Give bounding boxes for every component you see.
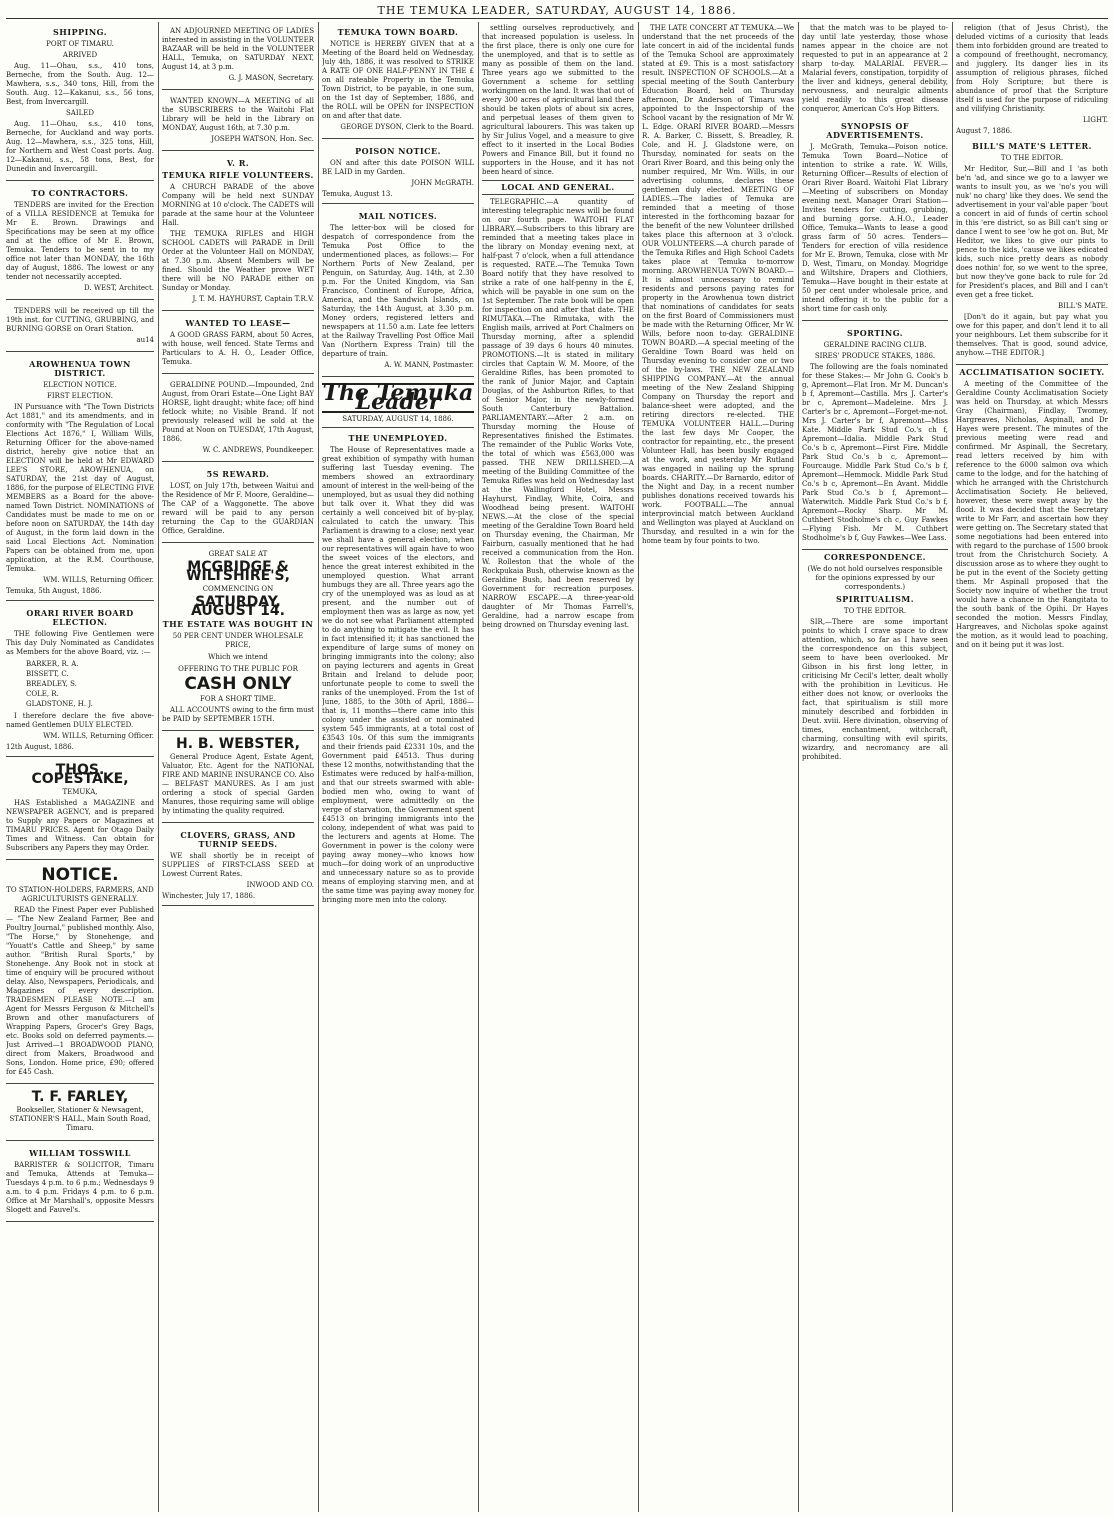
reward-ad (162, 464, 314, 543)
column-divider (158, 22, 159, 1512)
column-5 (642, 22, 794, 1512)
local-general-title: LOCAL AND GENERAL. (482, 180, 634, 195)
rifles-title: TEMUKA RIFLE VOLUNTEERS. (162, 170, 314, 180)
mail-notices (322, 206, 474, 377)
clovers-body: WE shall shortly be in receipt of SUPPLIES of FIRST-CLASS SEED at Lowest Current Rates. (162, 852, 314, 878)
orari-name: BREADLEY, S. (26, 680, 77, 688)
spiritualism-date: August 7, 1886. (956, 127, 1013, 135)
correspondence-title: CORRESPONDENCE. (824, 552, 926, 562)
mail-signature: A. W. MANN, Postmaster. (384, 361, 474, 369)
sporting-section (802, 323, 948, 550)
pound-ad (162, 376, 314, 462)
column-4 (482, 22, 634, 1512)
notice-body: READ the Finest Paper ever Published — "The New Zealand Farmer, Bee and Poultry Journal," published monthly. Also, "The Horse," by Stonehenge, and "Youatt's Cattle and Sheep," by same author. "British Rural Sports," by Stonehenge. Any Book not in stock at time of enquiry will be procured without delay. Also, Newspapers, Periodicals, and Magazines of every description. TRADESMEN PLEASE NOTE.—I am Agent for Messrs Ferguson & Mitchell's Brown and other manufacturers of Wrapping Papers, Grocer's Grey Bags, etc. Books sold on deferred payments.—Just Arrived—1 BROADWOOD PIANO, direct from Makers, Broadwood and Sons, London. Home price, £90; offered for £45 Cash. (6, 906, 154, 1076)
racing-club-body: The following are the foals nominated for these Stakes:— Mr John G. Cook's b g, Apremont—Flat Iron. Mr M. Duncan's b f, Apremont—Castilla. Mrs J. Carter's br c, Apremont—Madeleine. Mrs J. Carter's br c, Apremont—Forget-me-not. Mrs J. Carter's br f, Apremont—Miss Kate. Middle Park Stud Co.'s ch f, Apremont—Idalia. Middle Park Stud Co.'s b c, Apremont—First Fire. Middle Park Stud Co.'s b c, Apremont—Fourcauge. Middle Park Stud Co.'s b f, Apremont—Hemmock. Middle Park Stud Co.'s b c, Apremont—En Avant. Middle Park Stud Co.'s b f, Apremont—Waterwitch. Middle Park Stud Co.'s b f, Apremont—Rocky Sharp. Mr M. Cuthbert Stodholme's ch c, Guy Fawkes—Flying Fish. Mr M. Cuthbert Stodholme's b f, Guy Fawkes—Wee Lass. (802, 363, 948, 542)
webster-body: General Produce Agent, Estate Agent, Valuator, Etc. Agent for the NATIONAL FIRE AND MARINE INSURANCE CO. Also— BELFAST MANURES. As I am just ordering a stock of special Garden Manures, those requiring same will oblige by intimating the quality required. (162, 753, 314, 815)
library-ad (162, 92, 314, 151)
column-1 (6, 22, 154, 1512)
orari-declaration: I therefore declare the five above-named Gentlemen DULY ELECTED. (6, 712, 154, 729)
clovers-signature: INWOOD AND CO. (246, 881, 314, 889)
orari-signature: WM. WILLS, Returning Officer. (43, 732, 154, 740)
sale-offering: OFFERING TO THE PUBLIC FOR (178, 665, 298, 673)
mail-title: MAIL NOTICES. (358, 211, 438, 221)
sale-date: SATURDAY, AUGUST 14. (191, 594, 285, 619)
synopsis-body: J. McGrath, Temuka—Poison notice. Temuka Town Board—Notice of intention to strike a rate. W. Wills, Returning Officer—Results of election of Orari River Board. Waitohi Flat Library—Meeting of subscribers on Monday evening next. Manager Orari Station—Invites tenders for cutting, grubbing, and burning gorse. A.H.O., Leader Office, Temuka—Wants to lease a good grass farm of 50 acres. Tenders—Tenders for erection of villa residence for Mr E. Brown, Temuka, close with Mr D. West, Timaru, on Monday. Mogridge and Wiltshire, Drapers and Clothiers, Temuka—Have bought in their estate at 50 per cent under wholesale price, and intend offering it to the public for a short time for cash only. (802, 143, 948, 313)
shipping-section (6, 22, 154, 181)
arrived-label: ARRIVED (62, 51, 98, 59)
bazaar-body: AN ADJOURNED MEETING OF LADIES interested in assisting in the VOLUNTEER BAZAAR will be held in the VOLUNTEER HALL, Temuka, on SATURDAY NEXT, August 14, at 3 p.m. (162, 27, 314, 71)
orari-names-list (26, 660, 154, 709)
sailed-label: SAILED (66, 109, 94, 117)
orari-name: BISSETT, C. (26, 670, 69, 678)
pound-body: GERALDINE POUND.—Impounded, 2nd August, from Orari Estate—One Light BAY HORSE, light draught; white face; off hind fetlock white; no Visible Brand. If not previously released will be sold at the Pound at Noon on TUESDAY, 17th August, 1886. (162, 381, 314, 443)
tosswill-body: BARRISTER & SOLICITOR, Timaru and Temuka, Attends at Temuka—Tuesdays 4 p.m. to 6 p.m.; Wednesdays 9 a.m. to 4 p.m. Fridays 4 p.m. to 6 p.m. Office at Mr Marshall's, opposite Messrs Slogett and Fauvel's. (6, 1161, 154, 1214)
copestake-place: TEMUKA, (62, 788, 98, 796)
editorial-continued: settling ourselves reproductively, and that increased population is useless. In the first place, there is only one cure for the unemployed, and that is to settle as many as possible of them on the land. Three years ago we submitted to the Government a scheme for settling workingmen on the land. It was that out of every 300 acres of agricultural land there should be taken plots of about six acres, and perpetual leases of them given to agricultural labourers. This was taken up by Sir Julius Vogel, and a measure to give effect to it inserted in the Local Bodies Powers and Finance Bill, but it found no supporters in the House, and it has not been heard of since. (482, 24, 634, 176)
column-7 (956, 22, 1108, 1512)
gorse-tenders-body: TENDERS will be received up till the 19th inst. for CUTTING, GRUBBING, and BURNING GORSE on Orari Station. (6, 307, 154, 333)
reward-title: 5S REWARD. (206, 469, 270, 479)
racing-club-title: GERALDINE RACING CLUB. (823, 341, 927, 349)
bills-mate-title: BILL'S MATE'S LETTER. (972, 141, 1092, 151)
contractors-body: TENDERS are invited for the Erection of a VILLA RESIDENCE at Temuka for Mr E. Brown. Drawings and Specifications may be seen at my office and at the office of Mr E. Brown, Temuka. Tenders to be sent in to my office not later than MONDAY, the 16th day of August, 1886. The lowest or any tender not necessarily accepted. (6, 201, 154, 281)
orari-name: GLADSTONE, H. J. (26, 700, 93, 708)
town-board-body: NOTICE is HEREBY GIVEN that at a Meeting of the Board held on Wednesday, July 4th, 1886, it was resolved to STRIKE A RATE OF ONE HALF-PENNY IN THE £ on all rateable Property in the Temuka Town District, to be payable, in one sum, on the 1st day of September, 1886, and the ROLL will be OPEN for INSPECTION on and after that date. (322, 40, 474, 120)
column-divider (638, 22, 639, 1512)
column-6 (802, 22, 948, 1512)
orari-name: BARKER, R. A. (26, 660, 79, 668)
arowhenua-election-ad (6, 354, 154, 601)
election-signature: WM. WILLS, Returning Officer. (43, 576, 154, 584)
local-general-body: TELEGRAPHIC.—A quantity of interesting telegraphic news will be found on our fourth page. WAITOHI FLAT LIBRARY.—Subscribers to this library are reminded that a meeting takes place in the library on Monday evening next, at half-past 7 o'clock, when a full attendance is requested. RATE.—The Temuka Town Board notify that they have resolved to strike a rate of one half-penny in the £, which will be payable in one sum on the 1st September. The rate book will be open for inspection on and after that date. THE RIMUTAKA.—The Rimutaka, with the English mails, arrived at Port Chalmers on Thursday morning, after a splendid passage of 39 days 6 hours 40 minutes. PROMOTIONS.—It is stated in military circles that Captain W. M. Moore, of the Geraldine Rifles, has been promoted to the rank of Junior Major, and Captain Douglas, of the Ashburton Rifles, to that of Senior Major, in the newly-formed South Canterbury Battalion. PARLIAMENTARY.—After 2 a.m. on Thursday morning the House of Representatives finished the Estimates. The remainder of the Public Works Vote, the total of which was £563,000 was passed. THE NEW DRILLSHED.—A meeting of the Building Committee of the Temuka Rifles was held on Wednesday last at the Wallingford Hotel, Messrs Hayhurst, Findlay, White, Coira, and Woodhead being present. WAITOHI NEWS.—At the close of the special meeting of the Geraldine Town Board held on Thursday evening, the Chairman, Mr Fairburn, casually mentioned that he had received a communication from the Hon. W. Rolleston that the whole of the Rockpukaia Bush, otherwise known as the Geraldine Bush, had been reserved by Government for recreation purposes. NARROW ESCAPE.—A three-year-old daughter of Mr Thomas Farrell's, Geraldine, had a narrow escape from being drowned on Thursday evening last. (482, 198, 634, 629)
sailed-list: Aug. 11—Ohau, s.s., 410 tons, Berneche, for Auckland and way ports. Aug. 12—Mawhera, s.s., 325 tons, Hill, for Northern and West Coast ports. Aug. 12—Kakanui, s.s., 58 tons, Best, for Dunedin and Invercargill. (6, 120, 154, 173)
tosswill-title: WILLIAM TOSSWILL (29, 1148, 131, 1158)
poison-body: ON and after this date POISON WILL BE LAID in my Garden. (322, 159, 474, 176)
spiritualism-signature: LIGHT. (1083, 116, 1108, 124)
reward-body: LOST, on July 17th, between Waitui and the Residence of Mr F. Moore, Geraldine—The CAP of a Waggonette. The above reward will be paid to any person returning the Cap to the GUARDIAN Office, Geraldine. (162, 482, 314, 535)
orari-date: 12th August, 1886. (6, 743, 74, 751)
editorial-title: THE UNEMPLOYED. (348, 433, 448, 443)
sale-firm: MCGRIDGE & WILTSHIRE'S, (186, 559, 290, 584)
port-heading: PORT OF TIMARU. (46, 40, 114, 48)
notice-subtitle: TO STATION-HOLDERS, FARMERS, AND AGRICULTURISTS GENERALLY. (6, 886, 154, 903)
notice-title: NOTICE. (41, 865, 119, 885)
gorse-tenders-ad (6, 302, 154, 352)
sale-estate: THE ESTATE WAS BOUGHT IN (162, 619, 314, 629)
sale-short-time: FOR A SHORT TIME. (200, 695, 276, 703)
election-body: IN Pursuance with "The Town Districts Act 1881," and its amendments, and in conformity with "The Regulation of Local Elections Act 1876," I, William Wills, Returning Officer for the above-named district, hereby give notice that an ELECTION will be held at Mr EDWARD LEE'S STORE, AROWHENUA, on SATURDAY, the 21st day of August, 1886, for the purpose of ELECTING FIVE MEMBERS as a Board for the above-named Town District. NOMINATIONS of Candidates must be made to me on or before noon on SATURDAY, the 14th day of August, in the form laid down in the said Local Elections Act. Nomination Papers can be obtained from me, upon application, at the R.M. Courthouse, Temuka. (6, 403, 154, 573)
bills-mate-body: Mr Heditor, Sur,—Bill and I 'as both be'n 'ad, and since we go to a lawyer we wants to insult you, as we 'no's you will nuk' no charg' like they does. We send the advertisement in your val'able paper 'bout a concert in aid of funds of certin school in this 'ere district, so as Bill can't sing or dance I went to see 'ow he got on. But, Mr Heditor, we likes to give our pints to pence to the kids, 'cause we likes edicated kids, such nice pretty dears as nobody does nothin' for, so we went to the spree, but now they've gone back to rule for 2d for President's places, and Bill and I can't even get a free ticket. (956, 165, 1108, 299)
editorial-body: The House of Representatives made a great exhibition of sympathy with human suffering last Tuesday evening. The members showed an extraordinary amount of interest in the well-being of the unemployed, but as usual they did nothing but talk over it. What they did was certainly a well conceived bit of by-play, calculated to catch the unwary. This Parliament is drawing to a close; next year we shall have a general election, when our representatives will again have to woo the sweet voices of the electors, and hence the great interest exhibited in the unemployed question. What arrant humbugs they are all. Three years ago the cry of the unemployed was as loud as at present, and the number out of employment then was as large as now, yet we do not see what Parliament attempted to do anything to mitigate the evil. It has in fact intensified it; it has sanctioned the expenditure of large sums of money on bringing immigrants into the colony; also on paying lecturers and agents in Great Britain and Ireland to delude poor, unfortunate people to come to swell the ranks of the unemployed. From the 1st of June, 1885, to the 30th of April, 1886—that is, 11 months—there came into this colony under the assisted or nominated system 545 immigrants, at a total cost of £3543 10s. Of this sum the immigrants and their friends paid £2331 10s, and the Government paid £4513. Thus during these 12 months, notwithstanding that the Estimates were reduced by half-a-million, and that our streets swarmed with able-bodied men who, owing to want of employment, were admittedly on the verge of starvation, the Government spent £4513 on bringing immigrants into the colony, independent of what was paid to the lecturers and agents at Home. The Government in power is the colony were paying away money—who knows how much—for doing work of an unproductive and unnecessary nature so as to provide means of employing starving men, and at the same time was paying away money for bringing more men into the colony. (322, 446, 474, 904)
lease-ad (162, 313, 314, 374)
town-board-ad (322, 22, 474, 139)
tosswill-ad (6, 1143, 154, 1222)
orari-body: THE following Five Gentlemen were This day Duly Nominated as Candidates as Members for the above Board, viz. :— (6, 630, 154, 656)
town-board-title: TEMUKA TOWN BOARD. (337, 27, 459, 37)
synopsis-section (802, 116, 948, 321)
cadets-body: THE TEMUKA RIFLES and HIGH SCHOOL CADETS will PARADE in Drill Order at the Volunteer Hall on MONDAY, at 7.30 p.m. Absent Members will be fined. Should the Weather prove WET there will be NO PARADE either on Sunday or Monday. (162, 230, 314, 292)
great-sale-ad (162, 545, 314, 731)
webster-ad (162, 733, 314, 823)
poison-date: Temuka, August 13. (322, 190, 393, 198)
column-3 (322, 22, 474, 1512)
poison-signature: JOHN McGRATH. (411, 179, 474, 187)
correspondence-note: (We do not hold ourselves responsible for the opinions expressed by our correspondents.) (807, 565, 943, 591)
sporting-title: SPORTING. (846, 328, 904, 338)
top-rule (6, 18, 1108, 19)
rifles-body: A CHURCH PARADE of the above Company will be held next SUNDAY MORNING at 10 o'clock. The CADETS will parade at the same hour at the Volunteer Hall. (162, 183, 314, 227)
column-2 (162, 22, 314, 1512)
bills-mate-signature: BILL'S MATE. (1058, 302, 1108, 310)
column-divider (318, 22, 319, 1512)
masthead: The Temuka Leader (322, 380, 474, 415)
clovers-date: Winchester, July 17, 1886. (162, 892, 256, 900)
acclimatisation-title: ACCLIMATISATION SOCIETY. (959, 367, 1105, 377)
vr-mark: V. R. (226, 158, 250, 168)
local-notes-body: THE LATE CONCERT AT TEMUKA.—We understand that the net proceeds of the late concert in aid of the incidental funds of the Temuka School are approximately stated at £9. This is a most satisfactory result. INSPECTION OF SCHOOLS.—At a special meeting of the South Canterbury Education Board, held on Thursday afternoon, Dr Anderson of Timaru was appointed to the Inspectorship of the School vacant by the resignation of Mr W. L. Edge. ORARI RIVER BOARD.—Messrs R. A. Barker, C. Bissett, S. Breadley, R. Cole, and H. J. Gladstone were, on Thursday, nominated for seats on the Orari River Board, and this being only the number required, Mr Wm. Wills, in our advertising columns, declares these gentlemen duly elected. MEETING OF LADIES.—The ladies of Temuka are reminded that a meeting of those interested in the forthcoming bazaar for the benefit of the new Volunteer drillshed takes place this afternoon at 3 o'clock. OUR VOLUNTEERS.—A church parade of the Temuka Rifles and High School Cadets takes place at Temuka to-morrow morning. AROWHENUA TOWN BOARD.—It is almost unnecessary to remind residents and persons paying rates for property in the Arowhenua town district that nominations of candidates for seats on the first Board of Commissioners must be made with the Returning Officer, Mr W. Wills, before noon to-day. GERALDINE TOWN BOARD.—A special meeting of the Geraldine Town Board was held on Thursday evening to consider one or two of the by-laws. THE NEW ZEALAND SHIPPING COMPANY.—At the annual meeting of the New Zealand Shipping Company on Thursday the report and balance-sheet were adopted, and the retiring directors re-elected. THE TEMUKA VOLUNTEER HALL.—During the last few days Mr Cooper, the contractor for repainting, etc., the present Volunteer Hall, has been busily engaged at the work, and yesterday Mr Rutland was engaged in nailing up the sprung boards. CHARITY.—Dr Barnardo, editor of the Night and Day, in a recent number publishes donations received towards his work. FOOTBALL.—The annual interprovincial match between Auckland and Wellington was played at Auckland on Thursday, and resulted in a win for the home team by four points to two. (642, 24, 794, 545)
sale-commencing: COMMENCING ON (202, 585, 274, 593)
lease-title: WANTED TO LEASE— (185, 318, 291, 328)
running-head: THE TEMUKA LEADER, SATURDAY, AUGUST 14, 1886. (377, 4, 737, 17)
copestake-ad (6, 759, 154, 860)
column-divider (798, 22, 799, 1512)
clovers-ad (162, 825, 314, 906)
racing-club-subtitle: SIRES' PRODUCE STAKES, 1886. (814, 352, 936, 360)
webster-title: H. B. WEBSTER, (175, 736, 300, 752)
farley-ad (6, 1086, 154, 1141)
bills-mate-to-editor: TO THE EDITOR. (1000, 154, 1064, 162)
bills-mate-note: [Don't do it again, but pay what you owe for this paper, and don't lend it to all your neighbours. Let them subscribe for it themselves. That is good, sound advice, anyhow.—THE EDITOR.] (956, 313, 1108, 357)
spiritualism-body: SIR,—There are some important points to which I crave space to draw attention, which, so far as I have seen the correspondence on this subject, seem to have been overlooked. Mr Gibson in his first long letter, in criticising Mr Cecil's letter, dealt wholly with the prohibition in Leviticus. He either does not know, or overlooks the fact, that spiritualism is still more minutely described and forbidden in Deut. xviii. Here divination, observing of times, enchantment, witchcraft, charming, consulting with evil spirits, wizardry, and necromancy are all prohibited. (802, 618, 948, 761)
bills-mate-letter (956, 136, 1108, 365)
orari-title: ORARI RIVER BOARD ELECTION. (26, 608, 134, 627)
sale-accounts: ALL ACCOUNTS owing to the firm must be PAID by SEPTEMBER 15TH. (162, 706, 314, 723)
contractors-title: TO CONTRACTORS. (31, 188, 129, 198)
synopsis-title: SYNOPSIS OF ADVERTISEMENTS. (826, 121, 924, 140)
to-editor-heading: TO THE EDITOR. (843, 607, 907, 615)
sale-title: GREAT SALE AT (208, 550, 268, 558)
spiritualism-continued: religion (that of Jesus Christ), the deluded victims of a curiosity that leads them into forbidden ground are treated to a compound of freethought, necromancy, and jugglery. Its danger lies in its assumption of religious phrases, filched from Holy Scripture; but there is abundance of proof that the Scripture itself is used for the purpose of ridiculing and vilifying Christianity. (956, 24, 1108, 113)
poison-title: POISON NOTICE. (355, 146, 441, 156)
sale-which: Which we intend (208, 653, 268, 661)
shipping-title: SHIPPING. (53, 27, 107, 37)
election-date: Temuka, 5th August, 1886. (6, 587, 102, 595)
town-board-signature: GEORGE DYSON, Clerk to the Board. (340, 123, 474, 131)
arowhenua-title: AROWHENUA TOWN DISTRICT. (29, 359, 131, 378)
gorse-tenders-code: au14 (136, 336, 154, 344)
election-notice-heading: ELECTION NOTICE. (43, 381, 117, 389)
rifles-ad (162, 153, 314, 311)
mail-body: The letter-box will be closed for despatch of correspondence from the Temuka Post Office to the undermentioned places, as follows:— For Northern Ports of New Zealand, per Penguin, on Saturday, Aug. 14th, at 2.30 p.m. For the United Kingdom, via San Francisco, Continent of Europe, Africa, America, and the Sandwich Islands, on Saturday, the 14th August, at 3.30 p.m. Money orders, registered letters and newspapers at 11.50 a.m. Late fee letters at the Railway Travelling Post Office Mail Van (Northern Express Train) till the departure of train. (322, 224, 474, 358)
orari-name: COLE, R. (26, 690, 59, 698)
cadets-signature: J. T. M. HAYHURST, Captain T.R.V. (192, 295, 314, 303)
notice-ad (6, 862, 154, 1084)
local-notes-continued: that the match was to be played to-day until late yesterday, those whose names appear in the choice are not requested to put in an appearance at 2 sharp to-day. MALARIAL FEVER.—Malarial fevers, constipation, torpidity of the liver and kidneys, general debility, nervousness, and neuralgic ailments yield readily to this great disease conqueror, American Co's Hop Bitters. (802, 24, 948, 113)
sale-cash-only: CASH ONLY (184, 674, 292, 694)
lease-body: A GOOD GRASS FARM, about 50 Acres, with house, well fenced. State Terms and Particulars to A. H. O., Leader Office, Temuka. (162, 331, 314, 366)
spiritualism-title: SPIRITUALISM. (835, 594, 915, 604)
column-divider (478, 22, 479, 1512)
library-signature: JOSEPH WATSON, Hon. Sec. (211, 135, 314, 143)
orari-election-ad (6, 603, 154, 757)
arrived-list: Aug. 11—Ohau, s.s., 410 tons, Berneche, from the South. Aug. 12—Mawhera, s.s., 340 tons, Hill, from the South. Aug. 12—Kakanui, s.s., 56 tons, Best, from Invercargill. (6, 62, 154, 106)
acclimatisation-body: A meeting of the Committee of the Geraldine County Acclimatisation Society was held on Thursday, at which Messrs Gray (Chairman), Findlay, Twomey, Hargreaves, Nicholas, Aspinall, and Dr Hayes were present. The minutes of the previous meeting were read and confirmed. Mr Aspinall, the Secretary, read letters received by him with reference to the 6000 salmon ova which came to the lodge, and for the hatching of which he arranged with the Christchurch Acclimatisation Society. He believed, however, these were swept away by the flood. It was decided that the Secretary write to Mr Farr, and ascertain how they were getting on. The Secretary stated that some negotiations had been entered into with regard to the purchase of 1500 brook trout from the Christchurch Society. A discussion arose as to where they ought to be put in the event of the Society getting them. Mr Aspinall proposed that the Society now inquire of whether the trout would have a chance in the Rangitata to the south bank of the Opihi. Dr Hayes seconded the motion. Messrs Findlay, Hargreaves, and Nicholas spoke against the motion, as it would lead to poaching, and on it being put it was lost. (956, 380, 1108, 649)
contractors-ad (6, 183, 154, 300)
clovers-title: CLOVERS, GRASS, AND TURNIP SEEDS. (180, 830, 296, 849)
copestake-title: THOS. COPESTAKE, (31, 762, 129, 787)
first-election-heading: FIRST ELECTION. (47, 392, 113, 400)
poison-ad (322, 141, 474, 204)
library-body: WANTED KNOWN—A MEETING of all the SUBSCRIBERS to the Waitohi Flat Library will be held in the Library on MONDAY, August 16th, at 7.30 p.m. (162, 97, 314, 132)
bazaar-signature: G. J. MASON, Secretary. (228, 74, 314, 82)
pound-signature: W. C. ANDREWS, Poundkeeper. (202, 446, 314, 454)
farley-body: Bookseller, Stationer & Newsagent, STATIONER'S HALL, Main South Road, Timaru. (9, 1106, 151, 1132)
bazaar-ad (162, 22, 314, 90)
copestake-body: HAS Established a MAGAZINE and NEWSPAPER AGENCY, and is prepared to Supply any Papers or Magazines at TIMARU PRICES. Agent for Otago Daily Times and Witness. Can obtain for Subscribers any Papers they may Order. (6, 799, 154, 852)
sale-price: 50 PER CENT UNDER WHOLESALE PRICE, (172, 632, 304, 649)
issue-date: SATURDAY, AUGUST 14, 1886. (322, 415, 474, 428)
farley-title: T. F. FARLEY, (31, 1089, 129, 1105)
contractors-signature: D. WEST, Architect. (84, 284, 154, 292)
column-divider (952, 22, 953, 1512)
